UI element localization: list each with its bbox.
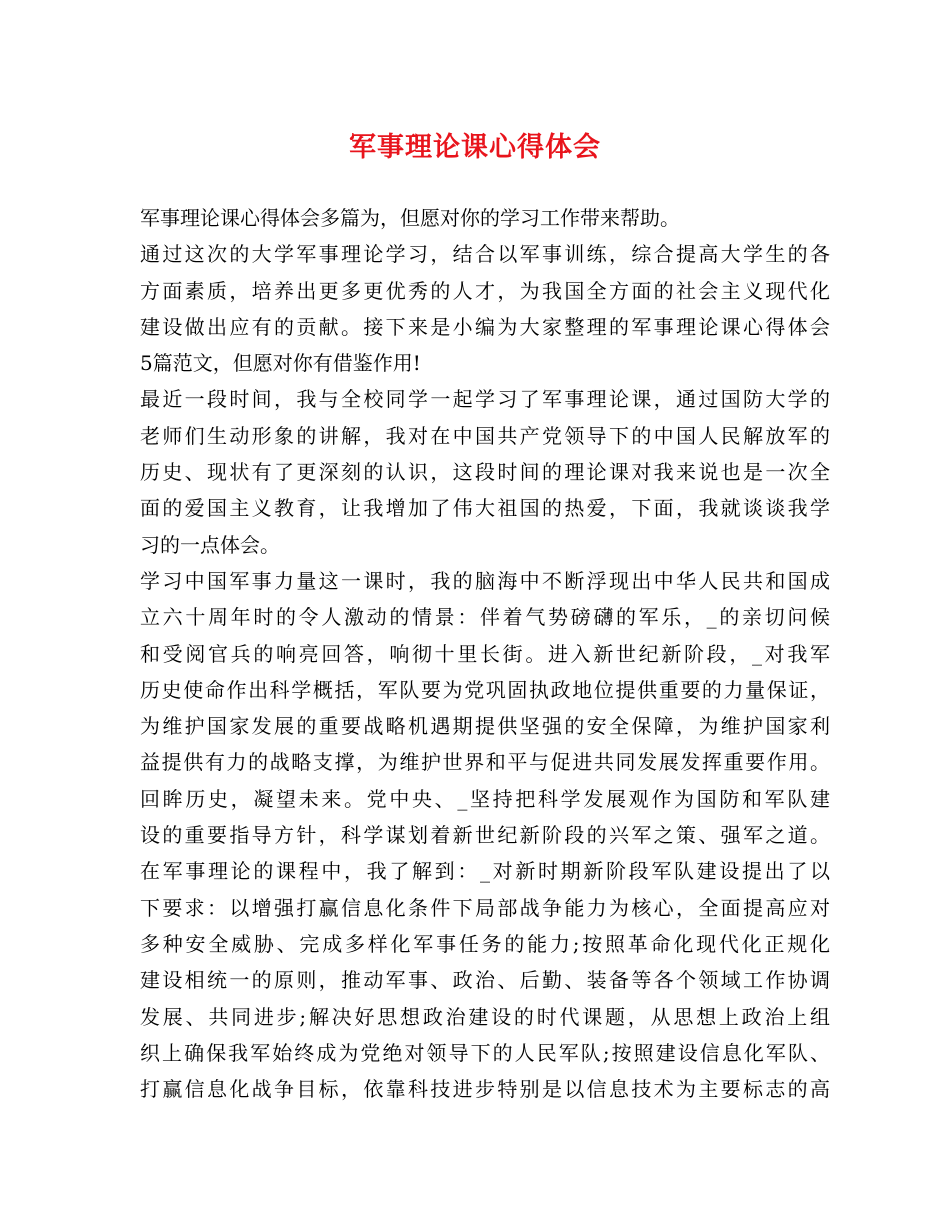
body-line: 发展、共同进步;解决好思想政治建设的时代课题，从思想上政治上组: [140, 1004, 830, 1029]
body-line: 历史、现状有了更深刻的认识，这段时间的理论课对我来说也是一次全: [140, 460, 830, 485]
body-line: 立六十周年时的令人激动的情景：伴着气势磅礴的军乐，_的亲切问候: [140, 605, 830, 630]
body-line: 织上确保我军始终成为党绝对领导下的人民军队;按照建设信息化军队、: [140, 1040, 830, 1065]
body-line: 和受阅官兵的响亮回答，响彻十里长街。进入新世纪新阶段，_对我军: [140, 641, 830, 666]
body-line: 为维护国家发展的重要战略机遇期提供坚强的安全保障，为维护国家利: [140, 714, 830, 739]
body-line: 面的爱国主义教育，让我增加了伟大祖国的热爱，下面，我就谈谈我学: [140, 496, 830, 521]
body-line: 5篇范文，但愿对你有借鉴作用!: [140, 351, 421, 376]
body-line: 方面素质，培养出更多更优秀的人才，为我国全方面的社会主义现代化: [140, 278, 830, 303]
body-line: 下要求：以增强打赢信息化条件下局部战争能力为核心，全面提高应对: [140, 895, 830, 920]
body-line: 益提供有力的战略支撑，为维护世界和平与促进共同发展发挥重要作用。: [140, 750, 830, 775]
body-line: 历史使命作出科学概括，军队要为党巩固执政地位提供重要的力量保证，: [140, 677, 830, 702]
body-line: 打赢信息化战争目标，依靠科技进步特别是以信息技术为主要标志的高: [140, 1077, 830, 1102]
body-line: 军事理论课心得体会多篇为，但愿对你的学习工作带来帮助。: [140, 206, 680, 230]
body-line: 回眸历史，凝望未来。党中央、_坚持把科学发展观作为国防和军队建: [140, 786, 830, 811]
body-line: 建设相统一的原则，推动军事、政治、后勤、装备等各个领域工作协调: [140, 968, 830, 993]
document-title: 军事理论课心得体会: [349, 132, 601, 163]
body-line: 最近一段时间，我与全校同学一起学习了军事理论课，通过国防大学的: [140, 387, 830, 412]
body-line: 通过这次的大学军事理论学习，结合以军事训练，综合提高大学生的各: [140, 242, 830, 267]
body-line: 老师们生动形象的讲解，我对在中国共产党领导下的中国人民解放军的: [140, 423, 830, 448]
body-line: 建设做出应有的贡献。接下来是小编为大家整理的军事理论课心得体会: [140, 314, 830, 339]
document-body: [140, 200, 830, 1107]
body-line: 习的一点体会。: [140, 532, 280, 557]
body-line: 设的重要指导方针，科学谋划着新世纪新阶段的兴军之策、强军之道。: [140, 823, 830, 848]
body-line: 学习中国军事力量这一课时，我的脑海中不断浮现出中华人民共和国成: [140, 568, 830, 593]
body-line: 多种安全威胁、完成多样化军事任务的能力;按照革命化现代化正规化: [140, 931, 830, 956]
body-line: 在军事理论的课程中，我了解到：_对新时期新阶段军队建设提出了以: [140, 859, 830, 884]
